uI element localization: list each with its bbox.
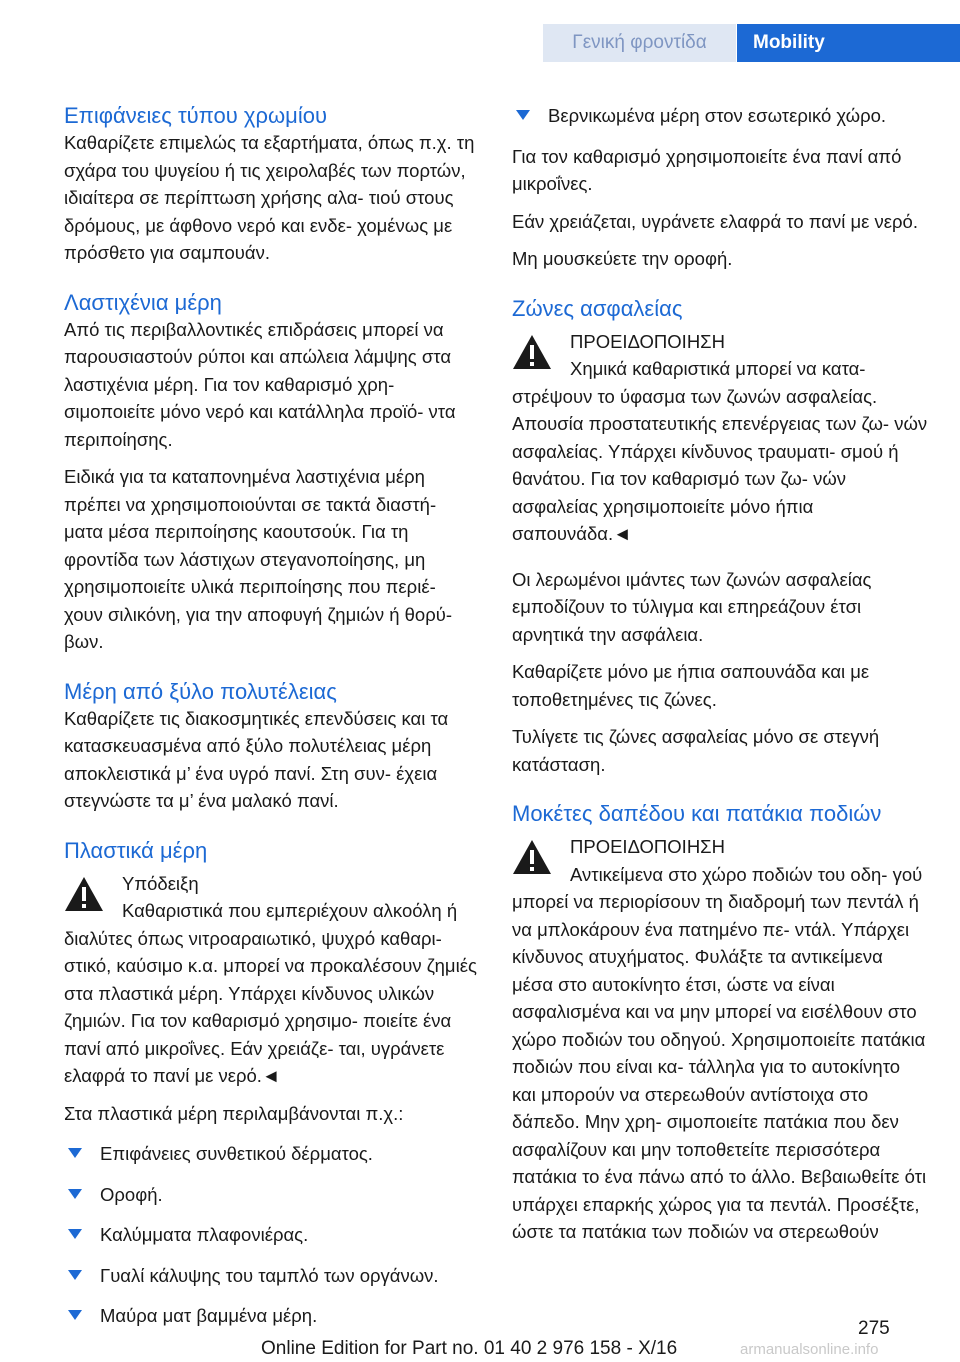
heading-rubber: Λαστιχένια μέρη: [64, 289, 222, 315]
paragraph: Μη μουσκεύετε την οροφή.: [512, 248, 733, 269]
notice-title: Υπόδειξη: [122, 872, 199, 894]
paragraph: Τυλίγετε τις ζώνες ασφαλείας μόνο σε στεγνή κατάσταση.: [512, 726, 880, 775]
heading-chrome: Επιφάνειες τύπου χρωμίου: [64, 103, 327, 128]
warning-triangle-icon: [64, 876, 104, 912]
paragraph: Καθαρίζετε τις διακοσμητικές επενδύσεις και τα κατασκευασμένα από ξύλο πολυτέλειας μέρη αποκλειστικά μ’ ένα υγρό πανί. Στη συν‐ έχεια στεγνώστε τα μ’ ένα μαλακό πανί.: [64, 707, 449, 811]
page-header: [0, 24, 960, 62]
paragraph: Ειδικά για τα καταπονημένα λαστιχένια μέρη πρέπει να χρησιμοποιούνται σε τακτά διαστή‐ ματα μέσα περιποίησης καουτσούκ. Για τη φροντίδα των λάστιχων στεγανοποίησης, μη χρησιμοποιείτε υλικά περιποίησης που περιέ‐ χουν σιλικόνη, για την αποφυγή ζημιών ή θορύ‐ βων.: [64, 466, 453, 652]
paragraph: Εάν χρειάζεται, υγράνετε ελαφρά το πανί με νερό.: [512, 210, 918, 232]
warning-box: [512, 833, 928, 1246]
paragraph: Για τον καθαρισμό χρησιμοποιείτε ένα πανί από μικροΐνες.: [512, 145, 902, 194]
heading-plastic: Πλαστικά μέρη: [64, 837, 208, 863]
bullet-triangle-icon: [68, 1270, 82, 1280]
heading-seatbelts: Ζώνες ασφαλείας: [512, 295, 683, 321]
watermark: armanualsonline.info: [740, 1341, 879, 1358]
heading-floor-mats: Μοκέτες δαπέδου και πατάκια ποδιών: [512, 801, 882, 826]
plastic-parts-list-cont: [512, 102, 928, 130]
heading-wood: Μέρη από ξύλο πολυτέλειας: [64, 678, 337, 704]
paragraph: Οι λερωμένοι ιμάντες των ζωνών ασφαλείας εμποδίζουν το τύλιγμα και επηρεάζουν έτσι αρνητικά την ασφάλεια.: [512, 568, 872, 645]
warning-triangle-icon: [512, 839, 552, 875]
edition-footer: Online Edition for Part no. 01 40 2 976 158 - X/16: [261, 1338, 678, 1359]
bullet-triangle-icon: [68, 1148, 82, 1158]
left-column: [64, 102, 478, 1343]
chapter-tab[interactable]: Mobility: [737, 24, 960, 62]
warning-box: [512, 328, 928, 548]
warning-title: ΠΡΟΕΙΔΟΠΟΙΗΣΗ: [570, 330, 725, 352]
list-item: Οροφή.: [64, 1181, 478, 1209]
warning-triangle-icon: [512, 334, 552, 370]
page-number: 275: [858, 1318, 890, 1339]
notice-box: [64, 870, 478, 1090]
right-column: [512, 102, 928, 1256]
paragraph: Από τις περιβαλλοντικές επιδράσεις μπορεί να παρουσιαστούν ρύποι και απώλεια λάμψης στα λαστιχένια μέρη. Για τον καθαρισμό χρη‐ σιμοποιείτε μόνο νερό και κατάλληλα προϊό‐ ντα περιποίησης.: [64, 318, 456, 450]
list-item: Γυαλί κάλυψης του ταμπλό των οργάνων.: [64, 1262, 478, 1290]
plastic-parts-list: [64, 1140, 478, 1330]
bullet-triangle-icon: [68, 1189, 82, 1199]
paragraph: Καθαρίζετε επιμελώς τα εξαρτήματα, όπως π.χ. τη σχάρα του ψυγείου ή τις χειρολαβές των πορτών, ιδιαίτερα σε περίπτωση χρήσης αλα‐ τιού στους δρόμους, με άφθονο νερό και ενδε‐ χομένως με πρόσθετο για σαμπουάν.: [64, 132, 475, 263]
warning-title: ΠΡΟΕΙΔΟΠΟΙΗΣΗ: [570, 836, 725, 857]
bullet-triangle-icon: [68, 1229, 82, 1239]
list-item: Βερνικωμένα μέρη στον εσωτερικό χώρο.: [512, 102, 928, 130]
notice-text: Καθαριστικά που εμπεριέχουν αλκοόλη ή διαλύτες όπως νιτροαραιωτικό, ψυχρό καθαρι‐ στικό, καύσιμο κ.α. μπορεί να προκαλέσουν ζημιές στα πλαστικά μέρη. Υπάρχει κίνδυνος υλικών ζημιών. Για τον καθαρισμό χρησιμο‐ ποιείτε ένα πανί από μικροΐνες. Εάν χρειάζε‐ ται, υγράνετε ελαφρά το πανί με νερό.◄: [64, 900, 477, 1086]
bullet-triangle-icon: [68, 1310, 82, 1320]
list-item: Καλύμματα πλαφονιέρας.: [64, 1221, 478, 1249]
bullet-triangle-icon: [516, 110, 530, 120]
list-item: Επιφάνειες συνθετικού δέρματος.: [64, 1140, 478, 1168]
warning-text: Χημικά καθαριστικά μπορεί να κατα‐ στρέψουν το ύφασμα των ζωνών ασφαλείας. Απουσία προστατευτικής επενέργειας των ζω‐ νών ασφαλείας. Υπάρχει κίνδυνος τραυματι‐ σμού ή θανάτου. Για τον καθαρισμό των ζω‐ νών ασφαλείας χρησιμοποιείτε μόνο ήπια σαπουνάδα.◄: [512, 358, 928, 544]
section-tab[interactable]: Γενική φροντίδα: [543, 24, 736, 62]
paragraph: Καθαρίζετε μόνο με ήπια σαπουνάδα και με τοποθετημένες τις ζώνες.: [512, 661, 870, 710]
list-item: Μαύρα ματ βαμμένα μέρη.: [64, 1302, 478, 1330]
paragraph: Στα πλαστικά μέρη περιλαμβάνονται π.χ.:: [64, 1102, 404, 1124]
warning-text: Αντικείμενα στο χώρο ποδιών του οδη‐ γού μπορεί να περιορίσουν τη διαδρομή των πεντάλ ή να μπλοκάρουν ένα πατημένο πε‐ ντάλ. Υπάρχει κίνδυνος ατυχήματος. Φυλάξτε τα αντικείμενα μέσα στο αυτοκίνητο έτσι, ώστε να είναι ασφαλισμένα και να μην μπορεί να εισέλθουν στο χώρο ποδιών του οδηγού. Χρησιμοποιείτε πατάκια ποδιών που είναι κα‐ τάλληλα για το αυτοκίνητο και μπορούν να στερεωθούν αντίστοιχα στο δάπεδο. Μην χρη‐ σιμοποιείτε πατάκια που δεν ασφαλίζουν και μην τοποθετείτε περισσότερα πατάκια το ένα πάνω από το άλλο. Βεβαιωθείτε ότι υπάρχει επαρκής χώρος για τα πεντάλ. Προσέξτε, ώστε τα πατάκια των ποδιών να στερεωθούν: [512, 863, 927, 1242]
